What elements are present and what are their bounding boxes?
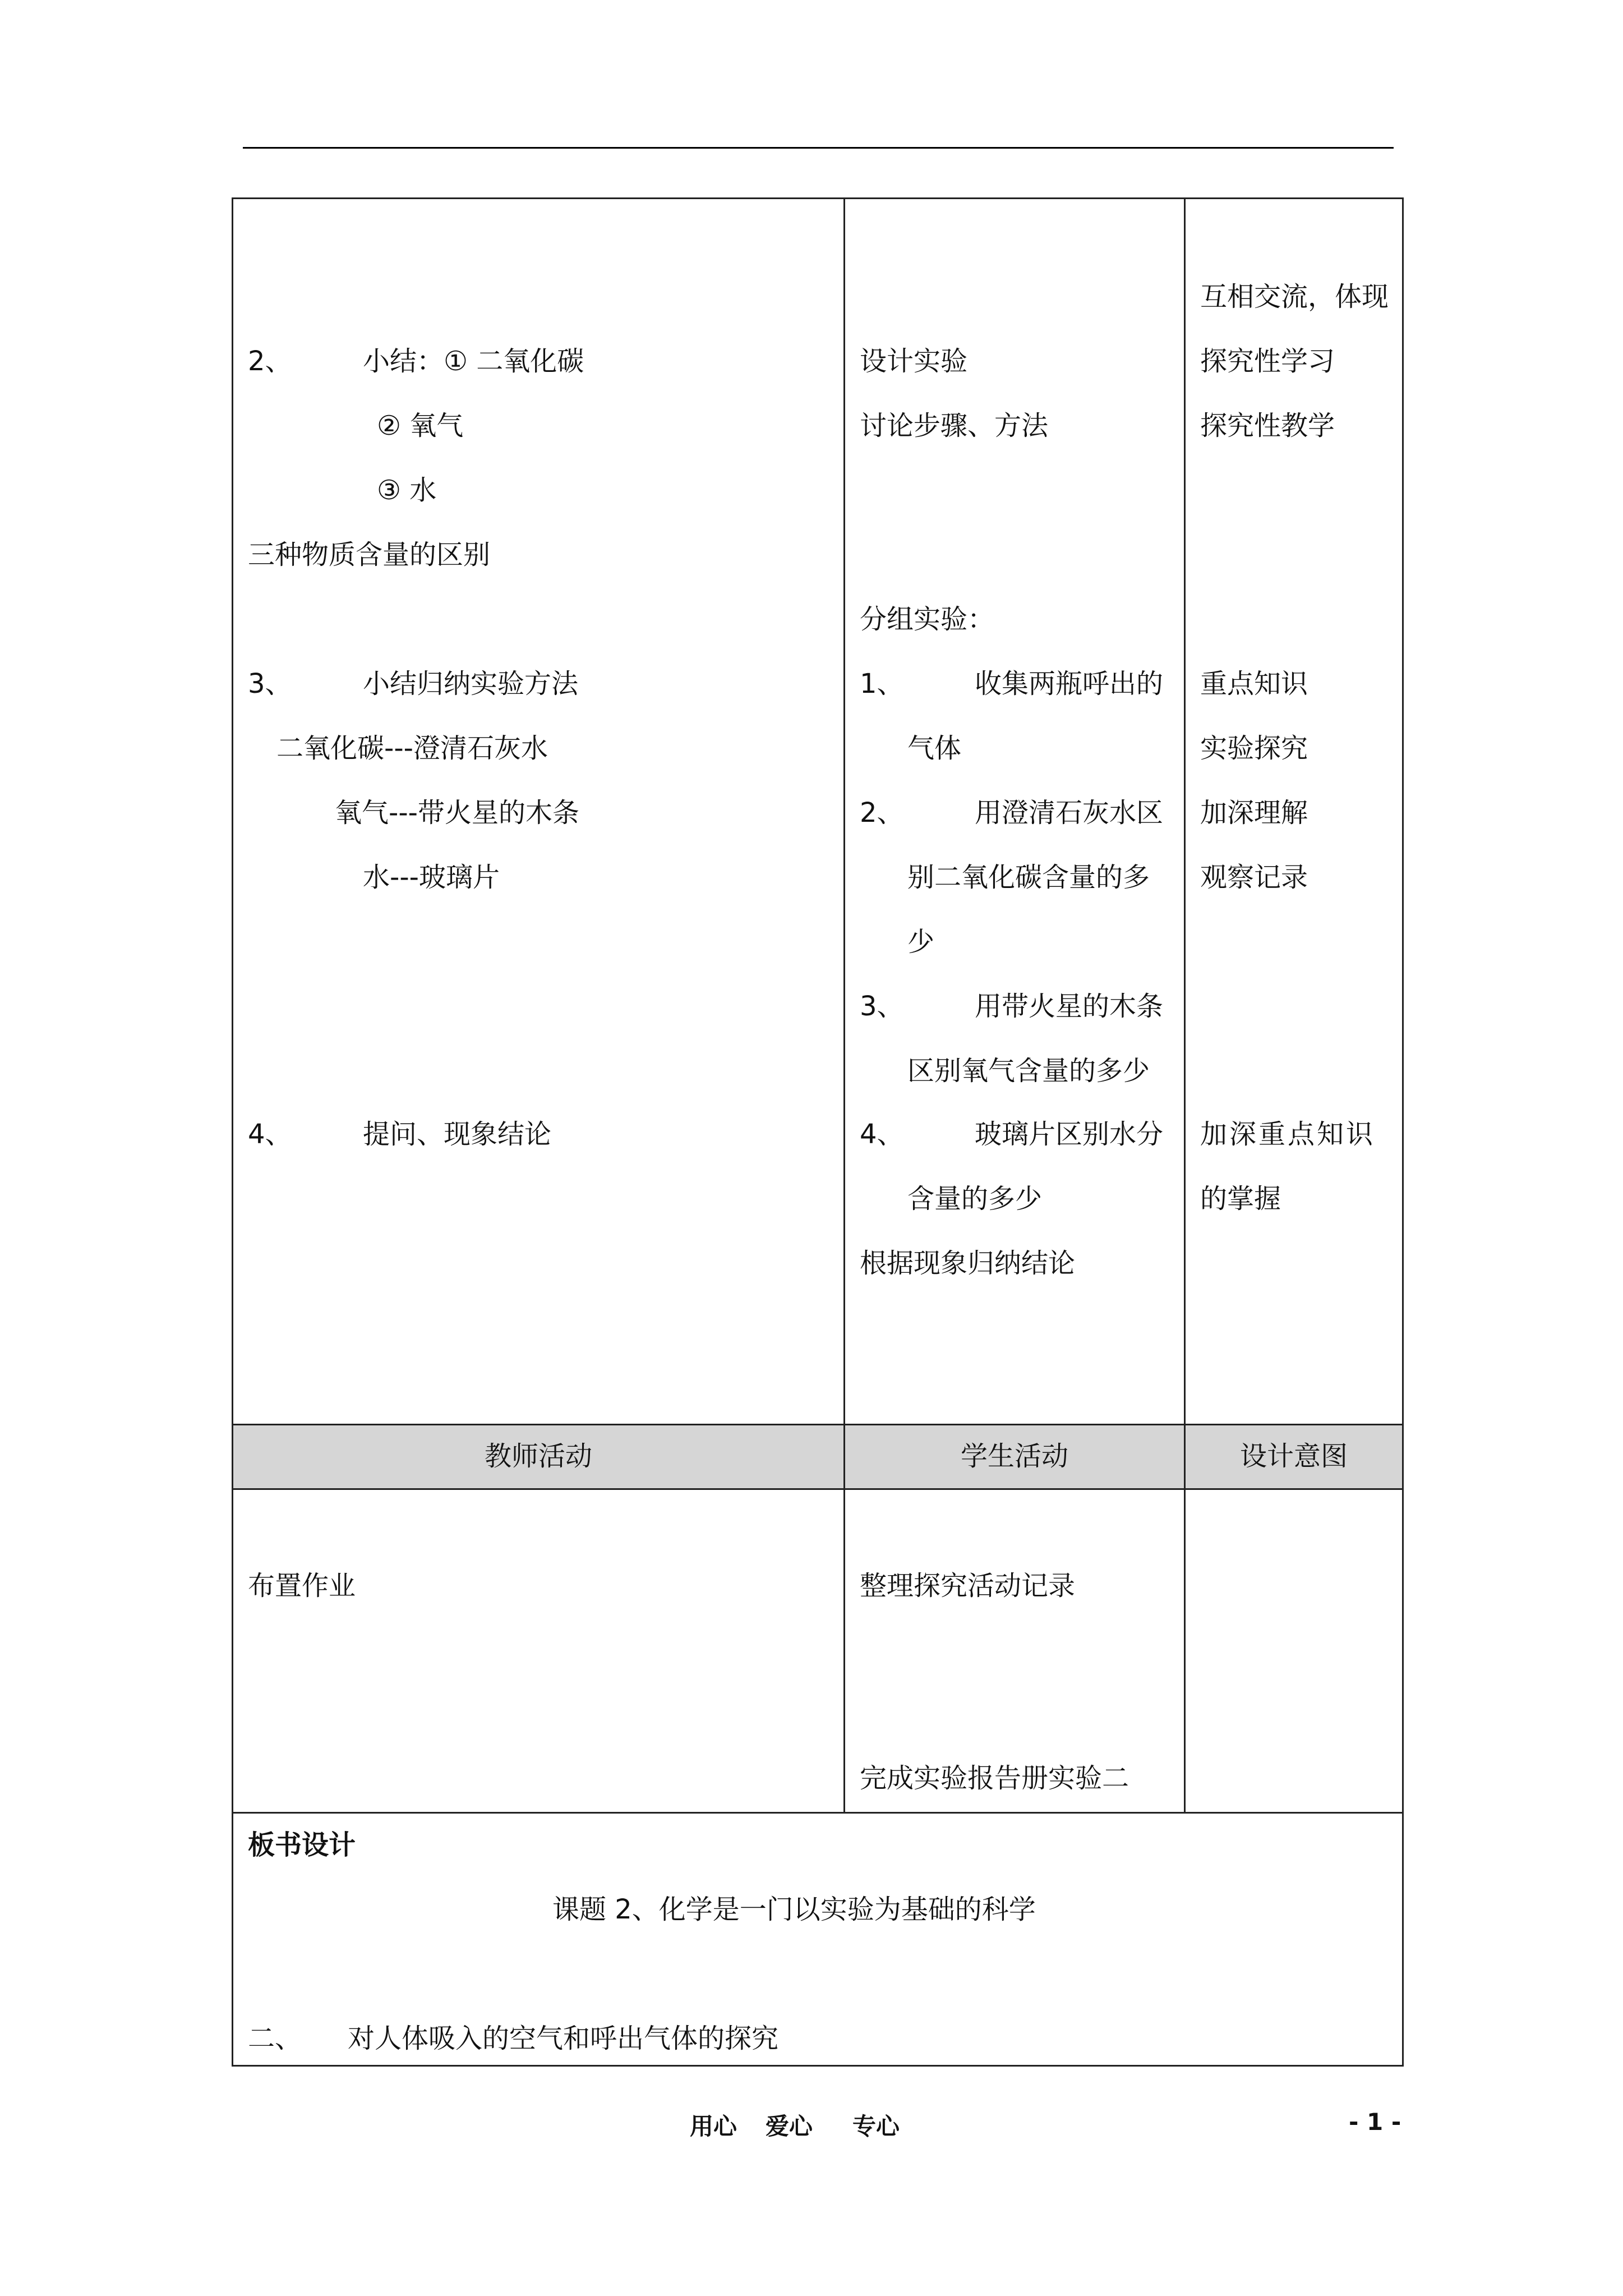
teacher-step3-label: 3、	[248, 668, 292, 700]
teacher-step2-text: 小结：① 二氧化碳	[363, 346, 584, 377]
row-divider-board-top	[232, 1812, 1404, 1814]
col-divider-2	[1184, 197, 1186, 1812]
teacher-step2-summary: 三种物质含量的区别	[248, 539, 491, 570]
intent-a1: 互相交流，体现	[1200, 281, 1389, 312]
student-discuss: 讨论步骤、方法	[860, 410, 1049, 441]
student-item1-line1: 收集两瓶呼出的	[975, 668, 1164, 700]
intent-c2: 的掌握	[1200, 1183, 1281, 1214]
student-item3-line1: 用带火星的木条	[975, 991, 1164, 1022]
teacher-step4-text: 提问、现象结论	[363, 1119, 552, 1150]
student-design: 设计实验	[860, 346, 968, 377]
teacher-method-oxygen: 氧气---带火星的木条	[335, 797, 579, 829]
student-conclude: 根据现象归纳结论	[860, 1248, 1076, 1279]
board-lesson-title: 课题 2、化学是一门以实验为基础的科学	[552, 1894, 1036, 1925]
col-divider-1	[843, 197, 845, 1812]
intent-a2: 探究性学习	[1200, 346, 1335, 377]
intent-b3: 加深理解	[1200, 797, 1308, 829]
header-design-intent: 设计意图	[1239, 1441, 1348, 1472]
teacher-assign-homework: 布置作业	[248, 1570, 356, 1602]
student-item2-line2: 别二氧化碳含量的多	[907, 862, 1150, 893]
page-number: - 1 -	[1349, 2108, 1401, 2136]
header-teacher-activity: 教师活动	[484, 1441, 592, 1472]
board-design-heading: 板书设计	[248, 1829, 356, 1861]
intent-c1: 加深重点知识	[1200, 1119, 1376, 1150]
board-item-label: 二、	[248, 2023, 302, 2054]
student-item2-line3: 少	[907, 926, 935, 958]
student-item4-line2: 含量的多少	[907, 1183, 1043, 1214]
student-item3-label: 3、	[860, 991, 904, 1022]
student-group-experiment: 分组实验：	[860, 604, 995, 635]
student-item2-label: 2、	[860, 797, 904, 829]
student-item1-label: 1、	[860, 668, 904, 700]
student-item2-line1: 用澄清石灰水区	[975, 797, 1164, 829]
teacher-step4-label: 4、	[248, 1119, 292, 1150]
intent-a3: 探究性教学	[1200, 410, 1335, 441]
teacher-method-water: 水---玻璃片	[363, 862, 500, 893]
teacher-step3-text: 小结归纳实验方法	[363, 668, 579, 700]
student-item4-label: 4、	[860, 1119, 904, 1150]
footer-motto-2: 爱心	[766, 2113, 813, 2140]
row-divider-header-top	[232, 1424, 1404, 1425]
footer-motto-1: 用心	[690, 2113, 737, 2140]
teacher-method-co2: 二氧化碳---澄清石灰水	[276, 733, 548, 764]
student-item1-line2: 气体	[907, 733, 962, 764]
student-item4-line1: 玻璃片区别水分	[975, 1119, 1164, 1150]
header-student-activity: 学生活动	[960, 1441, 1068, 1472]
teacher-step2-oxygen: ② 氧气	[377, 410, 464, 441]
student-organize-records: 整理探究活动记录	[860, 1570, 1076, 1602]
intent-b2: 实验探究	[1200, 733, 1308, 764]
teacher-step2-label: 2、	[248, 346, 292, 377]
student-item3-line2: 区别氧气含量的多少	[907, 1055, 1150, 1087]
board-item-text: 对人体吸入的空气和呼出气体的探究	[348, 2023, 779, 2054]
intent-b1: 重点知识	[1200, 668, 1308, 700]
footer-motto-3: 专心	[852, 2113, 900, 2140]
row-divider-header-bottom	[232, 1488, 1404, 1490]
header-rule	[243, 147, 1394, 149]
teacher-step2-water: ③ 水	[377, 475, 437, 506]
student-complete-report: 完成实验报告册实验二	[860, 1763, 1129, 1794]
intent-b4: 观察记录	[1200, 862, 1308, 893]
